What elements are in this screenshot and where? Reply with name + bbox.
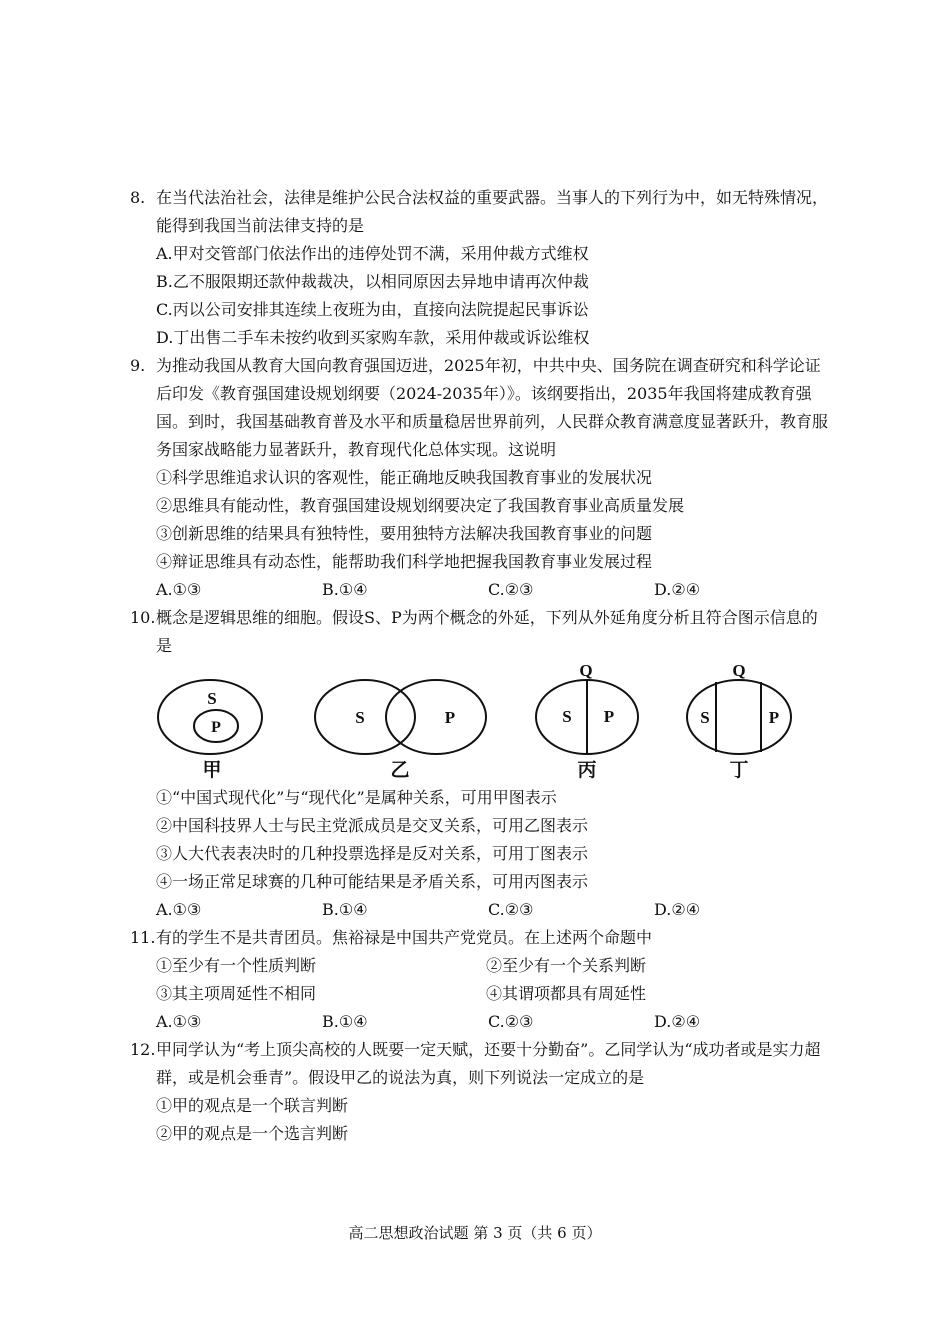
question-10-statement-1: ①“中国式现代化”与“现代化”是属种关系，可用甲图表示 bbox=[156, 788, 557, 807]
question-11-choices bbox=[130, 1008, 830, 1036]
diagram-jia-label-p: P bbox=[211, 719, 221, 736]
question-11 bbox=[130, 924, 830, 1036]
question-10-statement-4: ④一场正常足球赛的几种可能结果是矛盾关系，可用丙图表示 bbox=[156, 872, 589, 891]
question-9-statement-4: ④辩证思维具有动态性，能帮助我们科学地把握我国教育事业发展过程 bbox=[156, 552, 653, 571]
question-10-statement-3: ③人大代表表决时的几种投票选择是反对关系，可用丁图表示 bbox=[156, 844, 589, 863]
choice-d: D.②④ bbox=[654, 900, 701, 919]
question-8-option-a: A.甲对交管部门依法作出的违停处罚不满，采用仲裁方式维权 bbox=[156, 244, 589, 263]
diagram-ding-caption: 丁 bbox=[729, 760, 749, 780]
question-9-statement-1: ①科学思维追求认识的客观性，能正确地反映我国教育事业的发展状况 bbox=[156, 468, 653, 487]
question-10-stem: 10.概念是逻辑思维的细胞。假设S、P为两个概念的外延，下列从外延角度分析且符合图示信息的是 bbox=[130, 608, 818, 655]
question-10-statement-2: ②中国科技界人士与民主党派成员是交叉关系，可用乙图表示 bbox=[156, 816, 589, 835]
question-12-stem: 12.甲同学认为“考上顶尖高校的人既要一定天赋，还要十分勤奋”。乙同学认为“成功者或是实力超群，或是机会垂青”。假设甲乙的说法为真，则下列说法一定成立的是 bbox=[130, 1040, 821, 1087]
choice-a: A.①③ bbox=[156, 1012, 202, 1031]
question-9-stem: 9. 为推动我国从教育大国向教育强国迈进，2025年初，中共中央、国务院在调查研究和科学论证后印发《教育强国建设规划纲要（2024-2035年）》。该纲要指出，2035年我国将建成教育强国。到时，我国基础教育普及水平和质量稳居世界前列，人民群众教育满意度显著跃升，教育服务国家战略能力显著跃升，教育现代化总体实现。这说明 bbox=[130, 356, 829, 459]
question-9 bbox=[130, 352, 830, 604]
choice-a: A.①③ bbox=[156, 900, 202, 919]
choice-c: C.②③ bbox=[488, 900, 534, 919]
diagram-bing bbox=[536, 661, 638, 780]
question-8-option-b: B.乙不服限期还款仲裁裁决，以相同原因去异地申请再次仲裁 bbox=[156, 272, 589, 291]
diagram-yi-label-s: S bbox=[355, 708, 365, 727]
diagram-bing-caption: 丙 bbox=[577, 760, 597, 780]
question-9-statement-2: ②思维具有能动性，教育强国建设规划纲要决定了我国教育事业高质量发展 bbox=[156, 496, 685, 515]
choice-a: A.①③ bbox=[156, 580, 202, 599]
diagram-bing-label-q: Q bbox=[579, 661, 593, 680]
question-10 bbox=[130, 604, 830, 660]
diagram-jia-caption: 甲 bbox=[202, 760, 222, 780]
diagram-ding bbox=[687, 661, 791, 780]
diagram-jia bbox=[158, 680, 262, 780]
diagram-yi bbox=[315, 680, 486, 780]
question-12-statement-2: ②甲的观点是一个选言判断 bbox=[156, 1124, 349, 1143]
choice-d: D.②④ bbox=[654, 580, 701, 599]
concept-diagrams-svg bbox=[150, 660, 810, 780]
question-9-choices bbox=[130, 576, 830, 604]
question-10-choices bbox=[130, 896, 830, 924]
question-12-statement-1: ①甲的观点是一个联言判断 bbox=[156, 1096, 349, 1115]
diagram-jia-label-s: S bbox=[207, 689, 217, 708]
question-10-body bbox=[130, 784, 830, 924]
question-11-row-2 bbox=[130, 980, 830, 1008]
choice-b: B.①④ bbox=[322, 1012, 368, 1031]
question-11-statement-1: ①至少有一个性质判断 bbox=[156, 956, 317, 975]
page-footer: 高二思想政治试题 第 3 页（共 6 页） bbox=[348, 1224, 602, 1242]
question-8-option-d: D.丁出售二手车未按约收到买家购车款，采用仲裁或诉讼维权 bbox=[156, 328, 590, 347]
diagram-yi-label-p: P bbox=[444, 708, 456, 727]
diagram-ding-label-p: P bbox=[768, 708, 780, 727]
diagram-bing-label-p: P bbox=[603, 707, 615, 726]
question-11-stem: 11.有的学生不是共青团员。焦裕禄是中国共产党党员。在上述两个命题中 bbox=[130, 928, 653, 947]
question-8-option-c: C.丙以公司安排其连续上夜班为由，直接向法院提起民事诉讼 bbox=[156, 300, 589, 319]
choice-b: B.①④ bbox=[322, 580, 368, 599]
choice-d: D.②④ bbox=[654, 1012, 701, 1031]
choice-c: C.②③ bbox=[488, 580, 534, 599]
question-11-statement-3: ③其主项周延性不相同 bbox=[156, 984, 317, 1003]
concept-diagrams bbox=[150, 660, 810, 780]
question-8 bbox=[130, 184, 830, 352]
question-11-statement-2: ②至少有一个关系判断 bbox=[486, 956, 647, 975]
question-12 bbox=[130, 1036, 830, 1148]
question-11-row-1 bbox=[130, 952, 830, 980]
choice-b: B.①④ bbox=[322, 900, 368, 919]
question-8-stem: 8. 在当代法治社会，法律是维护公民合法权益的重要武器。当事人的下列行为中，如无特殊情况，能得到我国当前法律支持的是 bbox=[130, 188, 829, 235]
diagram-ding-label-q: Q bbox=[732, 661, 746, 680]
diagram-yi-circle-p bbox=[386, 680, 486, 754]
choice-c: C.②③ bbox=[488, 1012, 534, 1031]
diagram-bing-label-s: S bbox=[562, 707, 572, 726]
question-9-statement-3: ③创新思维的结果具有独特性，要用独特方法解决我国教育事业的问题 bbox=[156, 524, 653, 543]
diagram-ding-label-s: S bbox=[700, 708, 710, 727]
question-11-statement-4: ④其谓项都具有周延性 bbox=[486, 984, 647, 1003]
diagram-yi-caption: 乙 bbox=[390, 760, 410, 780]
